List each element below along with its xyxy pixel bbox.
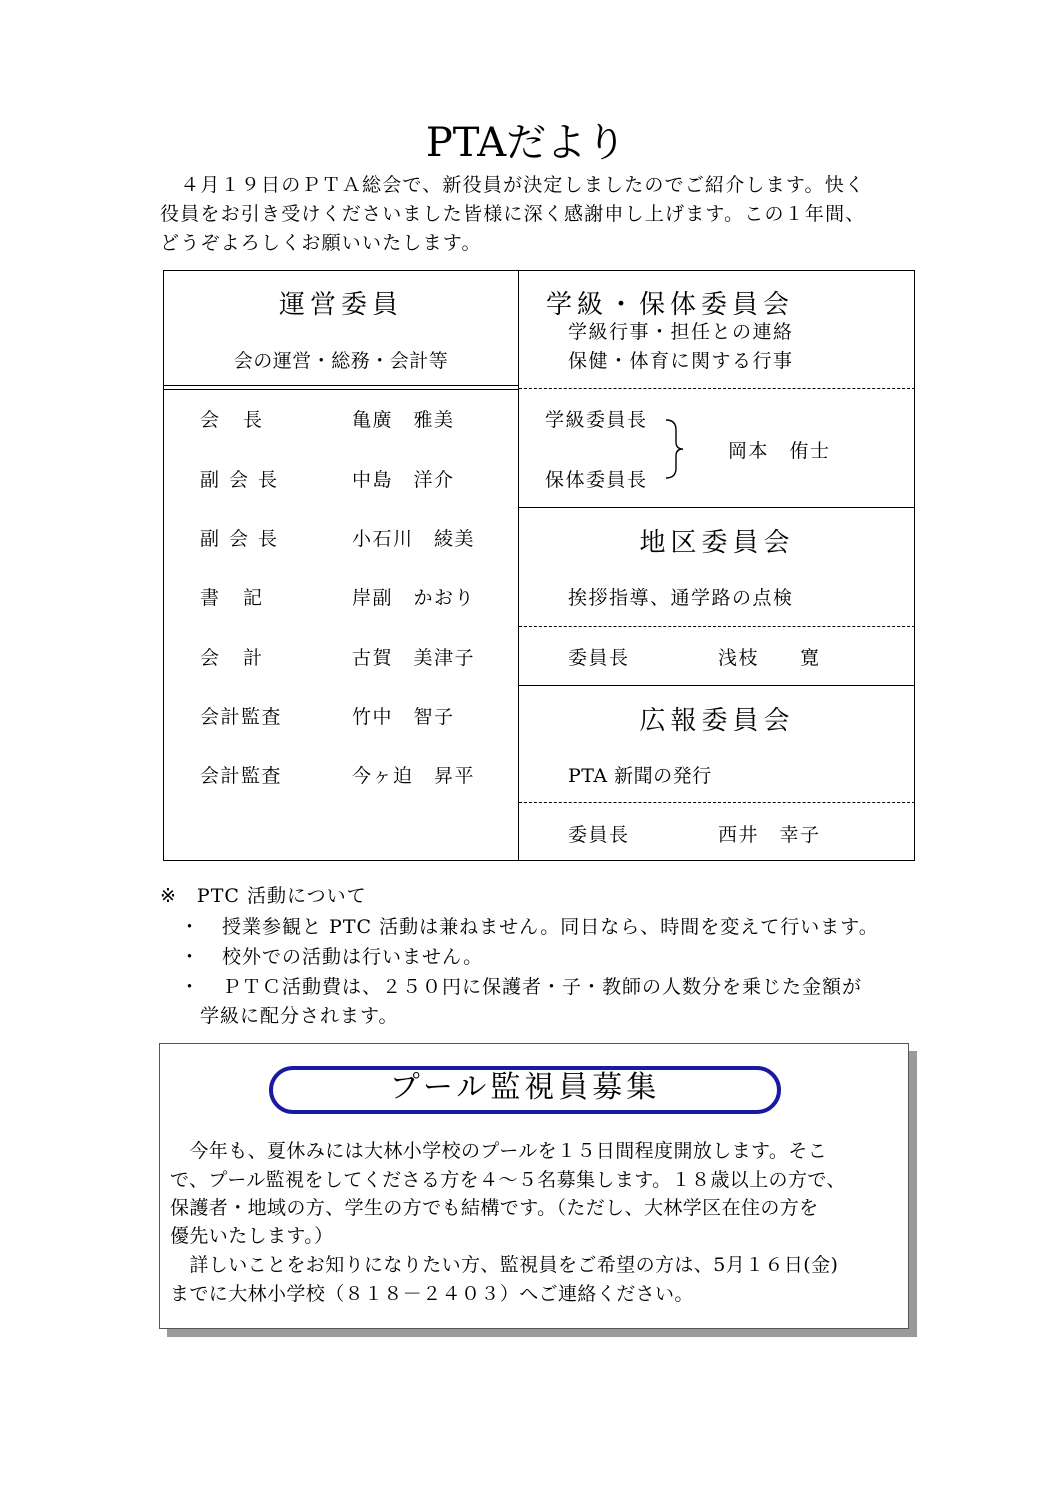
district-chair-name: 浅枝 寛	[718, 647, 821, 669]
ptc-item-continued: 学級に配分されます。	[200, 1005, 399, 1027]
member-name: 小石川 綾美	[352, 528, 476, 550]
table-dashed-rule	[519, 388, 915, 389]
member-name: 中島 洋介	[352, 469, 455, 491]
district-chair-role: 委員長	[568, 647, 630, 669]
member-name: 亀廣 雅美	[352, 409, 455, 431]
member-name: 古賀 美津子	[352, 647, 476, 669]
district-heading: 地区委員会	[639, 528, 795, 558]
pool-text-line: で、プール監視をしてくださる方を４～５名募集します。１８歳以上の方で、	[170, 1169, 846, 1191]
pool-text-line: 今年も、夏休みには大林小学校のプールを１５日間程度開放します。そこ	[170, 1140, 828, 1162]
member-role: 副会長	[200, 528, 288, 550]
page-title: PTAだより	[425, 120, 627, 166]
table-divider	[518, 270, 519, 861]
member-role: 会計監査	[200, 765, 283, 787]
class-chair-role: 学級委員長	[545, 409, 648, 431]
pr-duty: PTA 新聞の発行	[568, 765, 712, 787]
member-role: 会計	[200, 647, 287, 669]
table-rule	[164, 389, 518, 390]
health-chair-role: 保体委員長	[545, 469, 648, 491]
table-rule	[164, 385, 518, 386]
pr-chair-role: 委員長	[568, 824, 630, 846]
member-name: 竹中 智子	[352, 706, 455, 728]
class-health-chair-name: 岡本 侑士	[728, 440, 831, 462]
pool-heading: プール監視員募集	[389, 1070, 661, 1105]
table-rule	[519, 685, 915, 686]
ptc-item: ＰＴＣ活動費は、２５０円に保護者・子・教師の人数分を乗じた金額が	[222, 976, 863, 998]
intro-line: どうぞよろしくお願いいたします。	[160, 232, 482, 254]
intro-line: ４月１９日のＰＴＡ総会で、新役員が決定しましたのでご紹介します。快く	[160, 174, 866, 196]
pool-text-line: 保護者・地域の方、学生の方でも結構です。（ただし、大林学区在住の方を	[170, 1197, 819, 1219]
bullet-icon: ・	[180, 916, 201, 938]
class-health-duty: 保健・体育に関する行事	[568, 350, 794, 372]
member-name: 今ヶ迫 昇平	[352, 765, 476, 787]
ptc-heading: ※ PTC 活動について	[160, 885, 367, 907]
bullet-icon: ・	[180, 976, 201, 998]
table-dashed-rule	[519, 802, 915, 803]
pool-text-line: までに大林小学校（８１８－２４０３）へご連絡ください。	[170, 1283, 694, 1305]
member-role: 書記	[200, 587, 287, 609]
operations-description: 会の運営・総務・会計等	[233, 350, 449, 372]
table-dashed-rule	[519, 626, 915, 627]
class-health-duty: 学級行事・担任との連絡	[568, 321, 794, 343]
class-health-heading: 学級・保体委員会	[546, 290, 795, 320]
pool-text-line: 優先いたします。）	[170, 1225, 334, 1247]
pool-text-line: 詳しいことをお知りになりたい方、監視員をご希望の方は、5月１６日(金)	[170, 1254, 839, 1276]
district-duty: 挨拶指導、通学路の点検	[568, 587, 794, 609]
ptc-item: 校外での活動は行いません。	[222, 946, 484, 968]
member-role: 会計監査	[200, 706, 283, 728]
pr-heading: 広報委員会	[639, 706, 795, 736]
brace-icon	[664, 416, 688, 482]
member-role: 副会長	[200, 469, 288, 491]
bullet-icon: ・	[180, 946, 201, 968]
intro-line: 役員をお引き受けくださいました皆様に深く感謝申し上げます。この１年間、	[160, 203, 866, 225]
ptc-item: 授業参観と PTC 活動は兼ねません。同日なら、時間を変えて行います。	[222, 916, 879, 938]
pr-chair-name: 西井 幸子	[718, 824, 821, 846]
member-name: 岸副 かおり	[352, 587, 476, 609]
operations-heading: 運営委員	[278, 290, 403, 320]
member-role: 会長	[200, 409, 287, 431]
table-rule	[519, 507, 915, 508]
